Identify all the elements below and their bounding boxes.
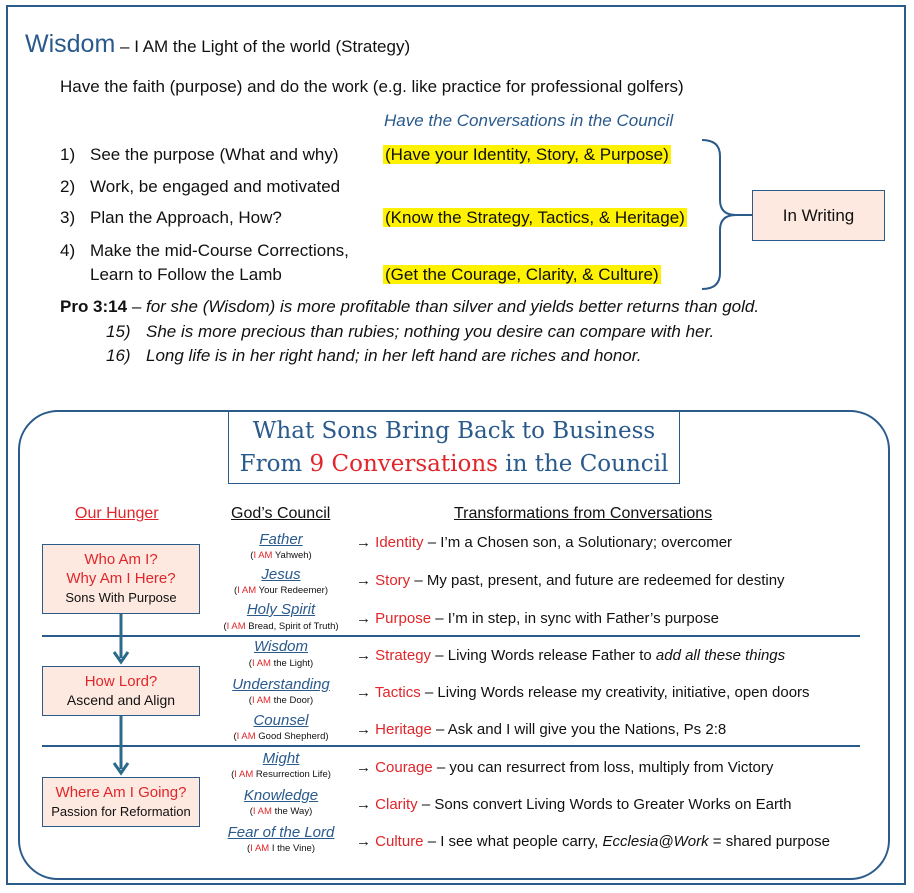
council-name: Counsel — [253, 712, 309, 729]
hunger-line: Who Am I? — [84, 551, 158, 568]
transformation-row: → Heritage – Ask and I will give you the Nations, Ps 2:8 — [356, 721, 727, 738]
down-arrow-icon — [112, 716, 130, 777]
column-header-hunger: Our Hunger — [75, 505, 159, 522]
transformation-row: → Courage – you can resurrect from loss, multiply from Victory — [356, 759, 774, 776]
divider — [42, 635, 860, 637]
hunger-line: How Lord? — [84, 673, 158, 690]
sign-conversations: Conversations — [324, 451, 498, 477]
council-subtitle: (I AM the Light) — [248, 658, 314, 669]
council-subtitle: (I AM Good Shepherd) — [233, 731, 329, 742]
proverb-v15-number: 15) — [106, 322, 131, 341]
curly-brace — [700, 138, 755, 293]
step-number: 1) — [60, 145, 76, 164]
council-subtitle: (I AM the Door) — [248, 695, 314, 706]
hunger-caption: Sons With Purpose — [65, 590, 177, 605]
transformation-row: → Tactics – Living Words release my creativity, initiative, open doors — [356, 684, 810, 701]
step-number: 2) — [60, 177, 76, 196]
council-name: Jesus — [261, 566, 301, 583]
step-number: 4) — [60, 241, 76, 260]
step-highlight: (Have your Identity, Story, & Purpose) — [385, 145, 669, 164]
sign-in-council: in the Council — [497, 451, 669, 477]
transformation-row: → Strategy – Living Words release Father to add all these things — [356, 647, 786, 664]
sign-line-2 — [229, 448, 679, 481]
proverb-v14: for she (Wisdom) is more profitable than silver and yields better returns than gold. — [146, 297, 760, 316]
proverb-14 — [60, 297, 759, 317]
council-name: Father — [259, 531, 303, 548]
council-name: Fear of the Lord — [227, 824, 335, 841]
transformation-row: → Clarity – Sons convert Living Words to Greater Works on Earth — [356, 796, 792, 813]
step-text: Plan the Approach, How? — [90, 208, 282, 227]
proverb-v16: Long life is in her right hand; in her left hand are riches and honor. — [146, 346, 642, 365]
step-highlight: (Know the Strategy, Tactics, & Heritage) — [385, 208, 685, 227]
council-name: Might — [262, 750, 300, 767]
down-arrow-icon — [112, 614, 130, 666]
hunger-line: Where Am I Going? — [55, 784, 187, 801]
transformation-row: → Story – My past, present, and future are redeemed for destiny — [356, 572, 785, 589]
divider — [42, 745, 860, 747]
proverb-ref: Pro 3:14 — [60, 297, 128, 316]
hunger-line: Why Am I Here? — [66, 570, 176, 587]
step-text-continued: Learn to Follow the Lamb — [90, 265, 282, 284]
step-highlight: (Get the Courage, Clarity, & Culture) — [385, 265, 659, 284]
step-text: Work, be engaged and motivated — [90, 177, 341, 196]
sign-box — [228, 411, 680, 484]
hunger-box-how — [42, 666, 200, 716]
column-header-council: God’s Council — [231, 505, 331, 522]
page-title — [25, 30, 410, 59]
title-rest: – I AM the Light of the world (Strategy) — [115, 37, 411, 56]
proverb-dash: – — [127, 297, 146, 316]
subtitle: Have the faith (purpose) and do the work (e.g. like practice for professional golfers) — [60, 77, 684, 96]
conversations-heading: Have the Conversations in the Council — [384, 111, 674, 130]
hunger-box-where — [42, 777, 200, 827]
hunger-caption: Ascend and Align — [66, 692, 176, 708]
proverb-v15: She is more precious than rubies; nothing you desire can compare with her. — [146, 322, 715, 341]
step-number: 3) — [60, 208, 76, 227]
transformation-row: → Identity – I’m a Chosen son, a Solutionary; overcomer — [356, 534, 733, 551]
hunger-box-who — [42, 544, 200, 614]
transformation-row: → Culture – I see what people carry, Ecclesia@Work = shared purpose — [356, 833, 830, 850]
title-word: Wisdom — [25, 30, 116, 58]
step-text: Make the mid-Course Corrections, — [90, 241, 349, 260]
council-subtitle: (I AM Bread, Spirit of Truth) — [223, 621, 339, 632]
council-subtitle: (I AM I the Vine) — [247, 843, 315, 854]
council-subtitle: (I AM Yahweh) — [250, 550, 312, 561]
proverb-v16-number: 16) — [106, 346, 131, 365]
council-name: Holy Spirit — [246, 601, 316, 618]
council-name: Understanding — [232, 676, 330, 693]
council-subtitle: (I AM the Way) — [249, 806, 313, 817]
council-subtitle: (I AM Resurrection Life) — [231, 769, 331, 780]
sign-number: 9 — [309, 451, 325, 477]
step-text: See the purpose (What and why) — [90, 145, 339, 164]
hunger-caption: Passion for Reformation — [51, 804, 191, 819]
transformation-row: → Purpose – I’m in step, in sync with Father’s purpose — [356, 610, 719, 627]
council-name: Knowledge — [243, 787, 319, 804]
in-writing-box: In Writing — [752, 190, 885, 241]
column-header-transformations: Transformations from Conversations — [454, 505, 713, 522]
council-subtitle: (I AM Your Redeemer) — [233, 585, 329, 596]
council-name: Wisdom — [253, 638, 309, 655]
sign-line-1: What Sons Bring Back to Business — [252, 418, 656, 444]
sign-from: From — [239, 451, 310, 477]
